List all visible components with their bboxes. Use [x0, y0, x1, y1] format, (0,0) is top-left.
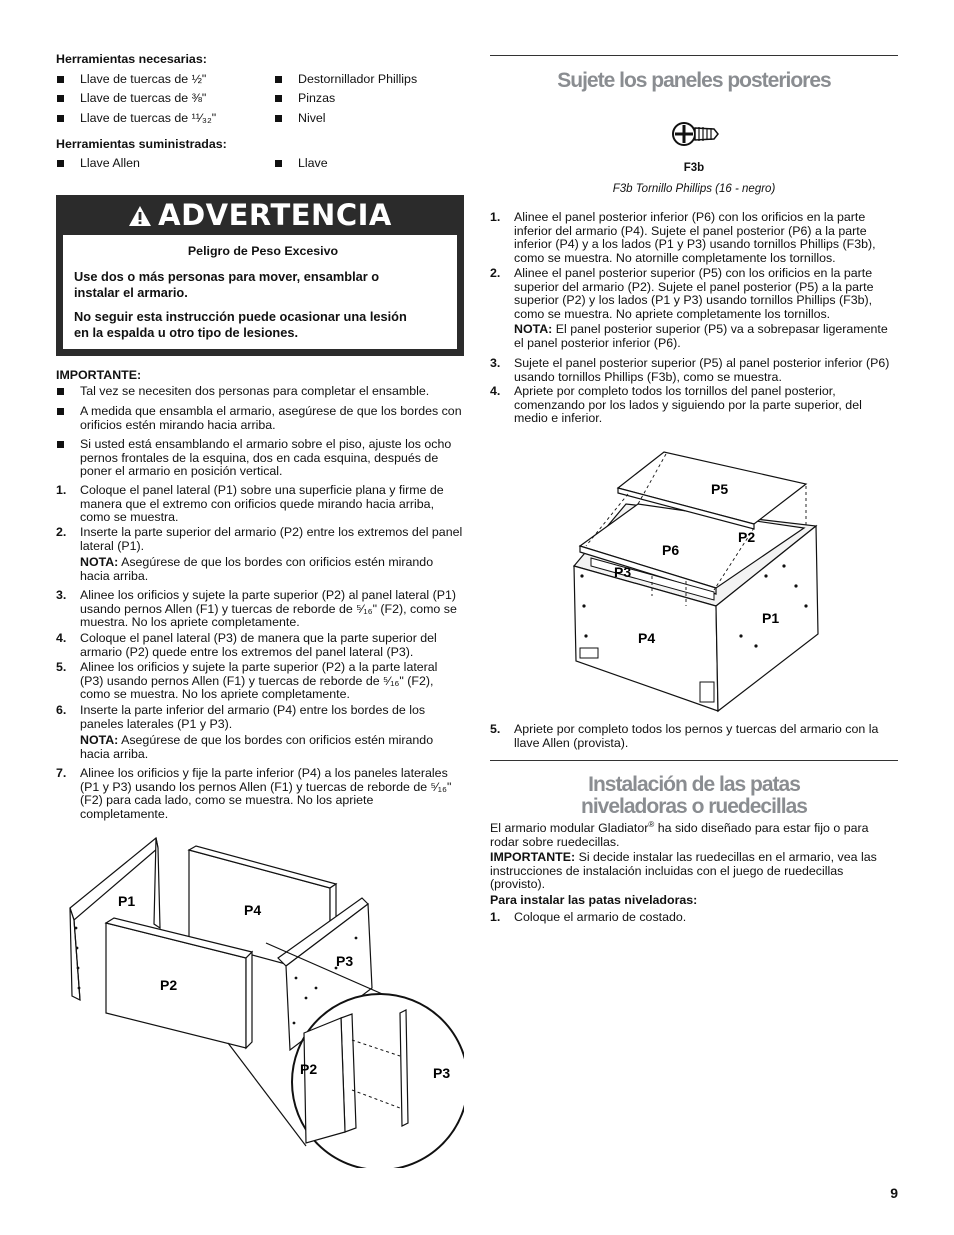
important-bullet: Tal vez se necesiten dos personas para completar el ensamble.: [56, 385, 464, 399]
bullet-square-icon: [275, 115, 282, 122]
rear-panels-title: Sujete los paneles posteriores: [557, 69, 831, 92]
rear-panel-figure: [566, 436, 826, 716]
assembly-step: 2. Inserte la parte superior del armario (P2) entre los extremos del panel lateral (P1).: [56, 525, 463, 553]
label-p2: P2: [160, 977, 178, 993]
warning-title: ADVERTENCIA: [59, 198, 461, 234]
section-divider: [490, 55, 898, 56]
warning-triangle-icon: [128, 205, 152, 227]
label-p4: P4: [638, 630, 656, 646]
rear-step: 4. Apriete por completo todos los tornillos del panel posterior, comenzando por los lados y siguiendo por la parte superior, del medio e inferior.: [490, 384, 862, 426]
label-p2: P2: [738, 529, 756, 545]
important-bullet: A medida que ensambla el armario, asegúrese de que los bordes con orificios estén mirando hacia arriba.: [56, 405, 464, 432]
assembly-step: 5. Alinee los orificios y sujete la parte superior (P2) a la parte lateral (P3) usando pernos Allen (F1) y tuercas de reborde de ⁵⁄₁₆" (F2), como se muestra. No los apriete completamente.: [56, 660, 438, 702]
tools-supplied-heading: Herramientas suministradas:: [56, 137, 227, 151]
phillips-screw-icon: [670, 116, 720, 152]
tool-item: Llave: [274, 157, 328, 171]
label-p1: P1: [762, 610, 780, 626]
bullet-square-icon: [275, 95, 282, 102]
tool-item: Llave Allen: [56, 157, 140, 171]
tool-item: Nivel: [274, 112, 326, 126]
rear-step: 5. Apriete por completo todos los pernos y tuercas del armario con la llave Allen (provista).: [490, 722, 879, 750]
label-p2-zoom: P2: [300, 1061, 318, 1077]
label-p4: P4: [244, 902, 262, 918]
assembly-step: 4. Coloque el panel lateral (P3) de manera que la parte superior del armario (P2) quede entre los extremos del panel lateral (P3).: [56, 631, 437, 659]
tool-item: Llave de tuercas de ¹¹⁄₃₂": [56, 112, 216, 126]
legs-title-line1: Instalación de las patas: [588, 773, 800, 796]
bullet-square-icon: [57, 76, 64, 83]
cabinet-assembly-figure: [56, 828, 464, 1168]
warning-text-1: Use dos o más personas para mover, ensamblar o instalar el armario.: [74, 269, 380, 300]
fastener-label: F3b: [683, 162, 705, 174]
rear-step: 2. Alinee el panel posterior superior (P5) con los orificios en la parte superior del armario (P2). Sujete el panel posterior (P5) a la parte superior (P2) y los lados (P1 y P3) usando tornillos Phillips (F3b), como se muestra. No apriete completamente los tornillos.: [490, 266, 874, 321]
assembly-step: 1. Coloque el panel lateral (P1) sobre una superficie plana y firme de manera que el extremo con orificios quede mirando hacia arriba, como se muestra.: [56, 483, 444, 525]
tool-item: Llave de tuercas de ½": [56, 73, 206, 87]
bullet-square-icon: [57, 95, 64, 102]
warning-box: [56, 195, 464, 356]
rear-step: 3. Sujete el panel posterior superior (P5) al panel posterior inferior (P6) usando tornillos Phillips (F3b), como se muestra.: [490, 356, 890, 384]
warning-body: [62, 234, 458, 350]
tools-needed-heading: Herramientas necesarias:: [56, 52, 207, 66]
label-p5: P5: [711, 481, 729, 497]
tool-item: Destornillador Phillips: [274, 73, 417, 87]
assembly-step: 7. Alinee los orificios y fije la parte inferior (P4) a los paneles laterales (P1 y P3) usando los pernos Allen (F1) y tuercas de reborde de ⁵⁄₁₆" (F2) para cada lado, como se muestra. No los apriete completamente.: [56, 766, 452, 821]
bullet-square-icon: [57, 388, 64, 395]
step-note: NOTA: Asegúrese de que los bordes con orificios estén mirando hacia arriba.: [80, 555, 434, 583]
step-note: NOTA: El panel posterior superior (P5) va a sobrepasar ligeramente el panel posterior inferior (P6).: [514, 322, 888, 350]
bullet-square-icon: [57, 115, 64, 122]
assembly-step: 6. Inserte la parte inferior del armario (P4) entre los bordes de los paneles laterales (P1 y P3).: [56, 703, 426, 731]
tool-item: Llave de tuercas de ⅜": [56, 92, 206, 106]
warning-subtitle: Peligro de Peso Excesivo: [187, 244, 339, 258]
label-p3-zoom: P3: [433, 1065, 451, 1081]
page-number: 9: [890, 1185, 898, 1201]
label-p1: P1: [118, 893, 136, 909]
assembly-step: 3. Alinee los orificios y sujete la parte superior (P2) al panel lateral (P1) usando pernos Allen (F1) y tuercas de reborde de ⁵⁄₁₆" (F2), como se muestra. No los apriete completamente.: [56, 588, 457, 630]
bullet-square-icon: [57, 408, 64, 415]
legs-subheading: Para instalar las patas niveladoras:: [490, 893, 698, 907]
label-p3: P3: [336, 953, 354, 969]
legs-title-line2: niveladoras o ruedecillas: [581, 795, 807, 818]
legs-step: 1. Coloque el armario de costado.: [490, 910, 687, 924]
tool-item: Pinzas: [274, 92, 335, 106]
step-note: NOTA: Asegúrese de que los bordes con orificios estén mirando hacia arriba.: [80, 733, 434, 761]
important-bullet: Si usted está ensamblando el armario sobre el piso, ajuste los ocho pernos frontales de la esquina, dos en cada esquina, después de poner el armario en posición vertical.: [56, 438, 464, 479]
legs-intro: El armario modular Gladiator® ha sido diseñado para estar fijo o para rodar sobre ruedecillas.: [490, 819, 869, 849]
bullet-square-icon: [275, 76, 282, 83]
section-divider: [490, 760, 898, 761]
legs-important: IMPORTANTE: Si decide instalar las ruedecillas en el armario, vea las instrucciones de instalación incluidas con el juego de ruedecillas (provisto).: [490, 850, 877, 892]
fastener-caption: F3b Tornillo Phillips (16 - negro): [612, 183, 776, 195]
label-p3: P3: [614, 564, 632, 580]
label-p6: P6: [662, 542, 680, 558]
bullet-square-icon: [275, 160, 282, 167]
warning-text-2: No seguir esta instrucción puede ocasionar una lesión en la espalda u otro tipo de lesiones.: [74, 309, 407, 340]
bullet-square-icon: [57, 441, 64, 448]
important-heading: IMPORTANTE:: [56, 368, 142, 382]
bullet-square-icon: [57, 160, 64, 167]
rear-step: 1. Alinee el panel posterior inferior (P6) con los orificios en la parte inferior del armario (P4). Sujete el panel posterior (P6) a la parte inferior (P4) y a los lados (P1 y P3) usando tornillos Phillips (F3b), como se muestra. No atornille completamente los tornillos.: [490, 210, 876, 265]
